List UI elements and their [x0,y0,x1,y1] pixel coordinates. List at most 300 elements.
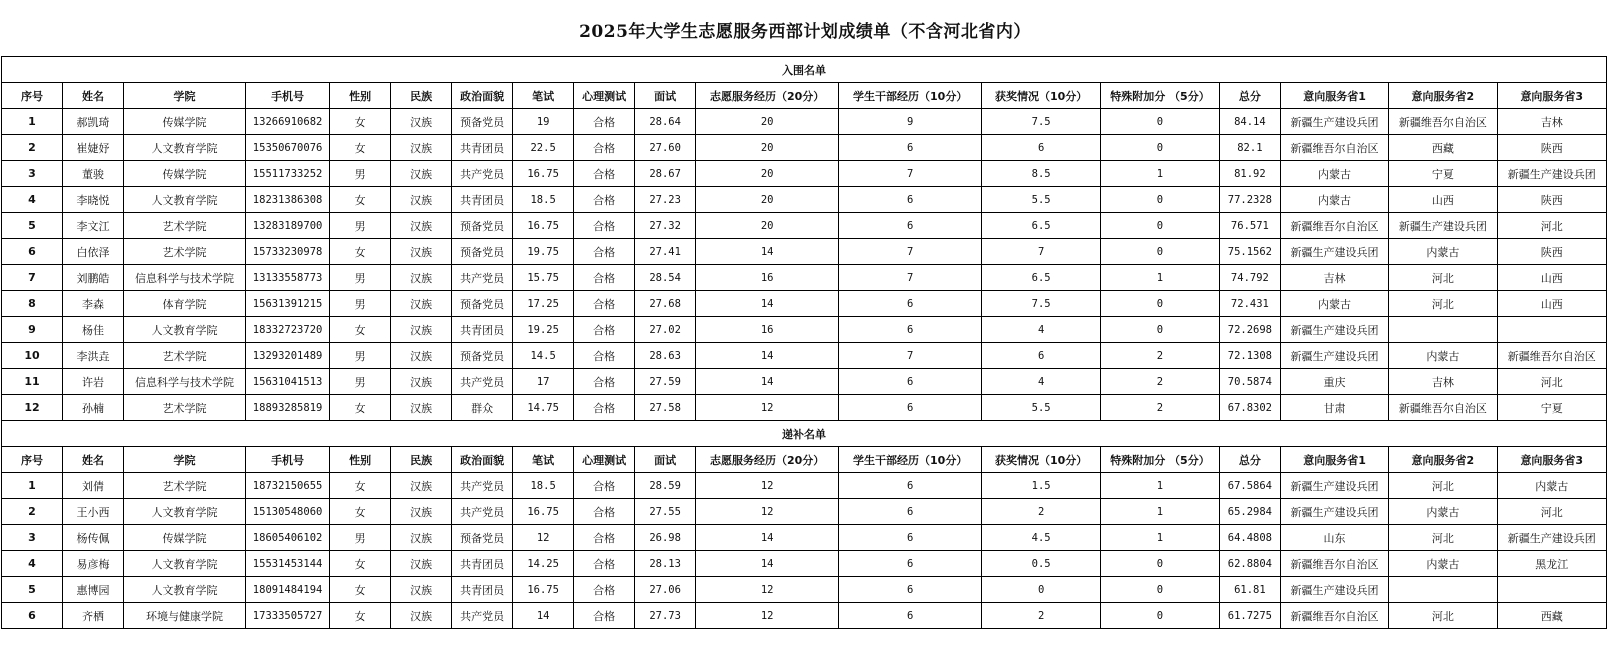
table-cell: 0 [1101,187,1220,213]
table-cell: 女 [330,187,391,213]
table-row [2,265,1607,291]
table-cell: 12 [513,525,574,551]
table-cell: 河北 [1389,473,1497,499]
table-cell: 内蒙古 [1280,291,1388,317]
table-cell: 吉林 [1389,369,1497,395]
column-header: 意向服务省3 [1497,83,1606,109]
table-cell: 汉族 [391,213,452,239]
table-cell: 汉族 [391,317,452,343]
table-row [2,551,1607,577]
table-cell [1497,317,1606,343]
table-cell: 汉族 [391,239,452,265]
table-cell: 刘鹏皓 [63,265,124,291]
table-cell: 黑龙江 [1497,551,1606,577]
table-cell: 18.5 [513,187,574,213]
table-cell: 6 [839,473,982,499]
table-cell: 76.571 [1219,213,1280,239]
score-table [1,56,1607,629]
table-cell: 6 [839,603,982,629]
table-cell: 山西 [1389,187,1497,213]
column-header: 民族 [391,447,452,473]
table-row [2,291,1607,317]
table-cell: 12 [696,499,839,525]
table-cell: 汉族 [391,603,452,629]
table-cell: 合格 [574,291,635,317]
table-cell: 6.5 [982,213,1101,239]
table-cell: 孙楠 [63,395,124,421]
table-cell [1389,317,1497,343]
column-header: 总分 [1219,447,1280,473]
header-row [2,447,1607,473]
table-cell: 17333505727 [246,603,330,629]
table-cell: 61.81 [1219,577,1280,603]
table-cell: 山西 [1497,291,1606,317]
table-row [2,473,1607,499]
column-header: 学院 [124,447,246,473]
table-cell: 杨传佩 [63,525,124,551]
table-row [2,239,1607,265]
column-header: 获奖情况（10分） [982,83,1101,109]
column-header: 特殊附加分 （5分） [1101,83,1220,109]
table-cell: 0 [1101,577,1220,603]
table-cell: 宁夏 [1497,395,1606,421]
table-cell: 14 [696,525,839,551]
table-cell: 6 [839,551,982,577]
table-row [2,525,1607,551]
table-cell: 合格 [574,109,635,135]
table-cell: 吉林 [1497,109,1606,135]
table-cell: 2 [1101,369,1220,395]
table-cell: 67.5864 [1219,473,1280,499]
table-cell: 1 [2,109,63,135]
table-cell: 合格 [574,265,635,291]
table-cell: 重庆 [1280,369,1388,395]
table-cell: 女 [330,239,391,265]
table-cell: 内蒙古 [1280,187,1388,213]
table-cell: 6 [839,369,982,395]
table-cell: 共青团员 [452,551,513,577]
table-cell: 河北 [1389,291,1497,317]
table-cell: 河北 [1389,265,1497,291]
table-cell: 6 [839,525,982,551]
table-cell: 女 [330,551,391,577]
table-cell: 艺术学院 [124,213,246,239]
table-cell: 新疆生产建设兵团 [1280,499,1388,525]
table-cell: 75.1562 [1219,239,1280,265]
table-cell: 合格 [574,317,635,343]
table-cell: 19 [513,109,574,135]
table-cell: 81.92 [1219,161,1280,187]
table-cell: 男 [330,525,391,551]
table-cell: 4 [982,317,1101,343]
table-cell: 16.75 [513,577,574,603]
table-cell: 汉族 [391,343,452,369]
table-row [2,109,1607,135]
table-cell: 内蒙古 [1497,473,1606,499]
table-cell: 传媒学院 [124,525,246,551]
table-cell: 15631391215 [246,291,330,317]
table-cell: 甘肃 [1280,395,1388,421]
table-cell: 合格 [574,187,635,213]
table-cell: 8 [2,291,63,317]
table-cell: 艺术学院 [124,343,246,369]
table-cell: 信息科学与技术学院 [124,265,246,291]
table-cell: 环境与健康学院 [124,603,246,629]
table-cell [1497,577,1606,603]
table-cell: 27.06 [635,577,696,603]
table-cell: 新疆维吾尔自治区 [1280,603,1388,629]
table-cell: 河北 [1389,603,1497,629]
table-cell: 共青团员 [452,187,513,213]
table-cell: 西藏 [1389,135,1497,161]
column-header: 意向服务省1 [1280,83,1388,109]
table-cell: 共青团员 [452,135,513,161]
table-cell: 汉族 [391,187,452,213]
column-header: 手机号 [246,447,330,473]
table-cell: 18091484194 [246,577,330,603]
table-cell [1389,577,1497,603]
table-cell: 14 [696,369,839,395]
table-row [2,135,1607,161]
table-cell: 14 [696,343,839,369]
table-cell: 杨佳 [63,317,124,343]
table-cell: 艺术学院 [124,473,246,499]
section-row [2,57,1607,83]
table-cell: 2 [1101,343,1220,369]
table-cell: 新疆生产建设兵团 [1280,473,1388,499]
table-cell: 汉族 [391,265,452,291]
column-header: 面试 [635,83,696,109]
table-cell: 女 [330,317,391,343]
column-header: 政治面貌 [452,447,513,473]
table-cell: 合格 [574,161,635,187]
table-cell: 2 [2,499,63,525]
table-cell: 6 [2,603,63,629]
table-cell: 0 [1101,213,1220,239]
table-cell: 27.59 [635,369,696,395]
table-cell: 合格 [574,603,635,629]
table-cell: 6 [839,499,982,525]
table-cell: 河北 [1497,369,1606,395]
table-cell: 1 [1101,265,1220,291]
table-cell: 5 [2,213,63,239]
table-cell: 1 [2,473,63,499]
table-cell: 女 [330,395,391,421]
table-cell: 信息科学与技术学院 [124,369,246,395]
column-header: 性别 [330,83,391,109]
table-cell: 共产党员 [452,473,513,499]
table-cell: 6 [839,317,982,343]
table-cell: 7.5 [982,291,1101,317]
table-cell: 17.25 [513,291,574,317]
table-cell: 15733230978 [246,239,330,265]
table-cell: 新疆维吾尔自治区 [1280,213,1388,239]
table-cell: 汉族 [391,551,452,577]
table-cell: 新疆生产建设兵团 [1497,525,1606,551]
section-label: 递补名单 [2,421,1607,447]
table-cell: 陕西 [1497,135,1606,161]
table-cell: 7 [839,265,982,291]
table-cell: 28.59 [635,473,696,499]
table-cell: 27.41 [635,239,696,265]
table-cell: 惠博园 [63,577,124,603]
column-header: 序号 [2,447,63,473]
table-cell: 1 [1101,161,1220,187]
table-cell: 62.8804 [1219,551,1280,577]
table-cell: 18893285819 [246,395,330,421]
table-cell: 20 [696,161,839,187]
table-cell: 合格 [574,473,635,499]
table-row [2,213,1607,239]
table-cell: 吉林 [1280,265,1388,291]
table-cell: 新疆生产建设兵团 [1280,343,1388,369]
column-header: 意向服务省2 [1389,447,1497,473]
table-cell: 群众 [452,395,513,421]
table-cell: 15.75 [513,265,574,291]
table-cell: 内蒙古 [1389,551,1497,577]
table-cell: 汉族 [391,525,452,551]
column-header: 获奖情况（10分） [982,447,1101,473]
table-cell: 13293201489 [246,343,330,369]
table-cell: 15631041513 [246,369,330,395]
table-cell: 1.5 [982,473,1101,499]
table-cell: 合格 [574,551,635,577]
table-cell: 男 [330,161,391,187]
table-cell: 10 [2,343,63,369]
table-cell: 新疆维吾尔自治区 [1280,551,1388,577]
table-cell: 72.1308 [1219,343,1280,369]
table-cell: 人文教育学院 [124,551,246,577]
table-cell: 李森 [63,291,124,317]
table-row [2,395,1607,421]
table-cell: 合格 [574,213,635,239]
column-header: 姓名 [63,447,124,473]
table-row [2,317,1607,343]
table-cell: 女 [330,603,391,629]
table-cell: 28.67 [635,161,696,187]
table-cell: 预备党员 [452,525,513,551]
table-cell: 6 [982,135,1101,161]
table-cell: 郝凯琦 [63,109,124,135]
table-cell: 人文教育学院 [124,577,246,603]
table-cell: 预备党员 [452,213,513,239]
table-cell: 6 [839,291,982,317]
table-cell: 2 [2,135,63,161]
table-cell: 西藏 [1497,603,1606,629]
table-cell: 1 [1101,473,1220,499]
table-cell: 9 [839,109,982,135]
column-header: 笔试 [513,447,574,473]
column-header: 志愿服务经历（20分） [696,447,839,473]
table-row [2,577,1607,603]
table-cell: 28.54 [635,265,696,291]
table-cell: 新疆生产建设兵团 [1280,577,1388,603]
table-cell: 12 [696,603,839,629]
table-cell: 王小西 [63,499,124,525]
table-cell: 新疆维吾尔自治区 [1389,109,1497,135]
table-cell: 6 [839,213,982,239]
table-cell: 1 [1101,499,1220,525]
table-cell: 16 [696,317,839,343]
table-cell: 4 [2,551,63,577]
table-cell: 共青团员 [452,577,513,603]
column-header: 手机号 [246,83,330,109]
table-cell: 19.25 [513,317,574,343]
table-cell: 内蒙古 [1389,239,1497,265]
table-cell: 共青团员 [452,317,513,343]
table-cell: 女 [330,499,391,525]
table-cell: 12 [696,577,839,603]
table-cell: 汉族 [391,395,452,421]
section-label: 入围名单 [2,57,1607,83]
table-cell: 人文教育学院 [124,187,246,213]
table-cell: 65.2984 [1219,499,1280,525]
table-cell: 5.5 [982,187,1101,213]
column-header: 心理测试 [574,447,635,473]
table-cell: 男 [330,213,391,239]
table-cell: 宁夏 [1389,161,1497,187]
table-cell: 汉族 [391,473,452,499]
table-cell: 18332723720 [246,317,330,343]
table-cell: 0 [1101,291,1220,317]
table-cell: 27.73 [635,603,696,629]
table-cell: 0 [1101,239,1220,265]
table-cell: 3 [2,161,63,187]
table-cell: 67.8302 [1219,395,1280,421]
table-cell: 4 [2,187,63,213]
table-cell: 14 [696,291,839,317]
table-cell: 2 [982,499,1101,525]
table-cell: 李晓悦 [63,187,124,213]
table-cell: 20 [696,213,839,239]
table-cell: 6 [982,343,1101,369]
table-cell: 6 [839,187,982,213]
table-cell: 26.98 [635,525,696,551]
table-cell: 7 [839,239,982,265]
column-header: 姓名 [63,83,124,109]
table-cell: 5 [2,577,63,603]
table-cell: 李文江 [63,213,124,239]
table-cell: 12 [696,473,839,499]
table-cell: 合格 [574,577,635,603]
table-cell: 28.13 [635,551,696,577]
table-cell: 陕西 [1497,239,1606,265]
table-cell: 4 [982,369,1101,395]
table-cell: 82.1 [1219,135,1280,161]
table-cell: 崔婕妤 [63,135,124,161]
table-cell: 新疆维吾尔自治区 [1389,395,1497,421]
column-header: 笔试 [513,83,574,109]
table-cell: 艺术学院 [124,395,246,421]
table-cell: 9 [2,317,63,343]
table-cell: 6 [2,239,63,265]
table-cell: 2 [1101,395,1220,421]
table-row [2,161,1607,187]
table-cell: 人文教育学院 [124,317,246,343]
table-cell: 刘倩 [63,473,124,499]
column-header: 意向服务省2 [1389,83,1497,109]
table-cell: 17 [513,369,574,395]
table-cell: 新疆生产建设兵团 [1280,109,1388,135]
column-header: 学生干部经历（10分） [839,447,982,473]
table-cell: 白依泽 [63,239,124,265]
table-cell: 61.7275 [1219,603,1280,629]
table-cell: 0 [1101,109,1220,135]
table-cell: 0 [1101,551,1220,577]
table-cell: 74.792 [1219,265,1280,291]
table-cell: 5.5 [982,395,1101,421]
table-row [2,603,1607,629]
table-cell: 8.5 [982,161,1101,187]
table-cell: 1 [1101,525,1220,551]
table-cell: 合格 [574,499,635,525]
table-cell: 14 [513,603,574,629]
table-cell: 女 [330,135,391,161]
table-cell: 6.5 [982,265,1101,291]
table-cell: 男 [330,343,391,369]
table-cell: 0 [1101,135,1220,161]
table-cell: 20 [696,187,839,213]
table-row [2,343,1607,369]
table-cell: 14.75 [513,395,574,421]
table-cell: 预备党员 [452,109,513,135]
table-cell: 齐栖 [63,603,124,629]
table-cell: 新疆生产建设兵团 [1280,317,1388,343]
table-cell: 27.60 [635,135,696,161]
table-cell: 合格 [574,369,635,395]
table-cell: 男 [330,265,391,291]
table-cell: 陕西 [1497,187,1606,213]
page-title: 2025年大学生志愿服务西部计划成绩单（不含河北省内） [579,22,1031,42]
table-cell: 河北 [1497,499,1606,525]
table-row [2,369,1607,395]
table-cell: 28.64 [635,109,696,135]
table-cell: 2 [982,603,1101,629]
table-cell: 77.2328 [1219,187,1280,213]
table-cell: 72.2698 [1219,317,1280,343]
table-cell: 预备党员 [452,239,513,265]
table-cell: 预备党员 [452,343,513,369]
table-cell: 新疆生产建设兵团 [1280,239,1388,265]
table-cell: 汉族 [391,369,452,395]
column-header: 学院 [124,83,246,109]
table-cell: 4.5 [982,525,1101,551]
table-cell: 新疆生产建设兵团 [1389,213,1497,239]
table-cell: 27.32 [635,213,696,239]
table-cell: 内蒙古 [1280,161,1388,187]
table-cell: 6 [839,577,982,603]
column-header: 政治面貌 [452,83,513,109]
table-cell: 16.75 [513,213,574,239]
table-cell: 预备党员 [452,291,513,317]
table-cell: 合格 [574,239,635,265]
table-cell: 3 [2,525,63,551]
table-cell: 15531453144 [246,551,330,577]
table-cell: 董骏 [63,161,124,187]
table-cell: 19.75 [513,239,574,265]
table-cell: 18.5 [513,473,574,499]
table-cell: 传媒学院 [124,161,246,187]
column-header: 性别 [330,447,391,473]
table-cell: 0 [1101,317,1220,343]
table-cell: 14.5 [513,343,574,369]
table-cell: 体育学院 [124,291,246,317]
table-cell: 18231386308 [246,187,330,213]
column-header: 志愿服务经历（20分） [696,83,839,109]
table-cell: 7 [982,239,1101,265]
table-cell: 易彦梅 [63,551,124,577]
table-cell: 汉族 [391,109,452,135]
